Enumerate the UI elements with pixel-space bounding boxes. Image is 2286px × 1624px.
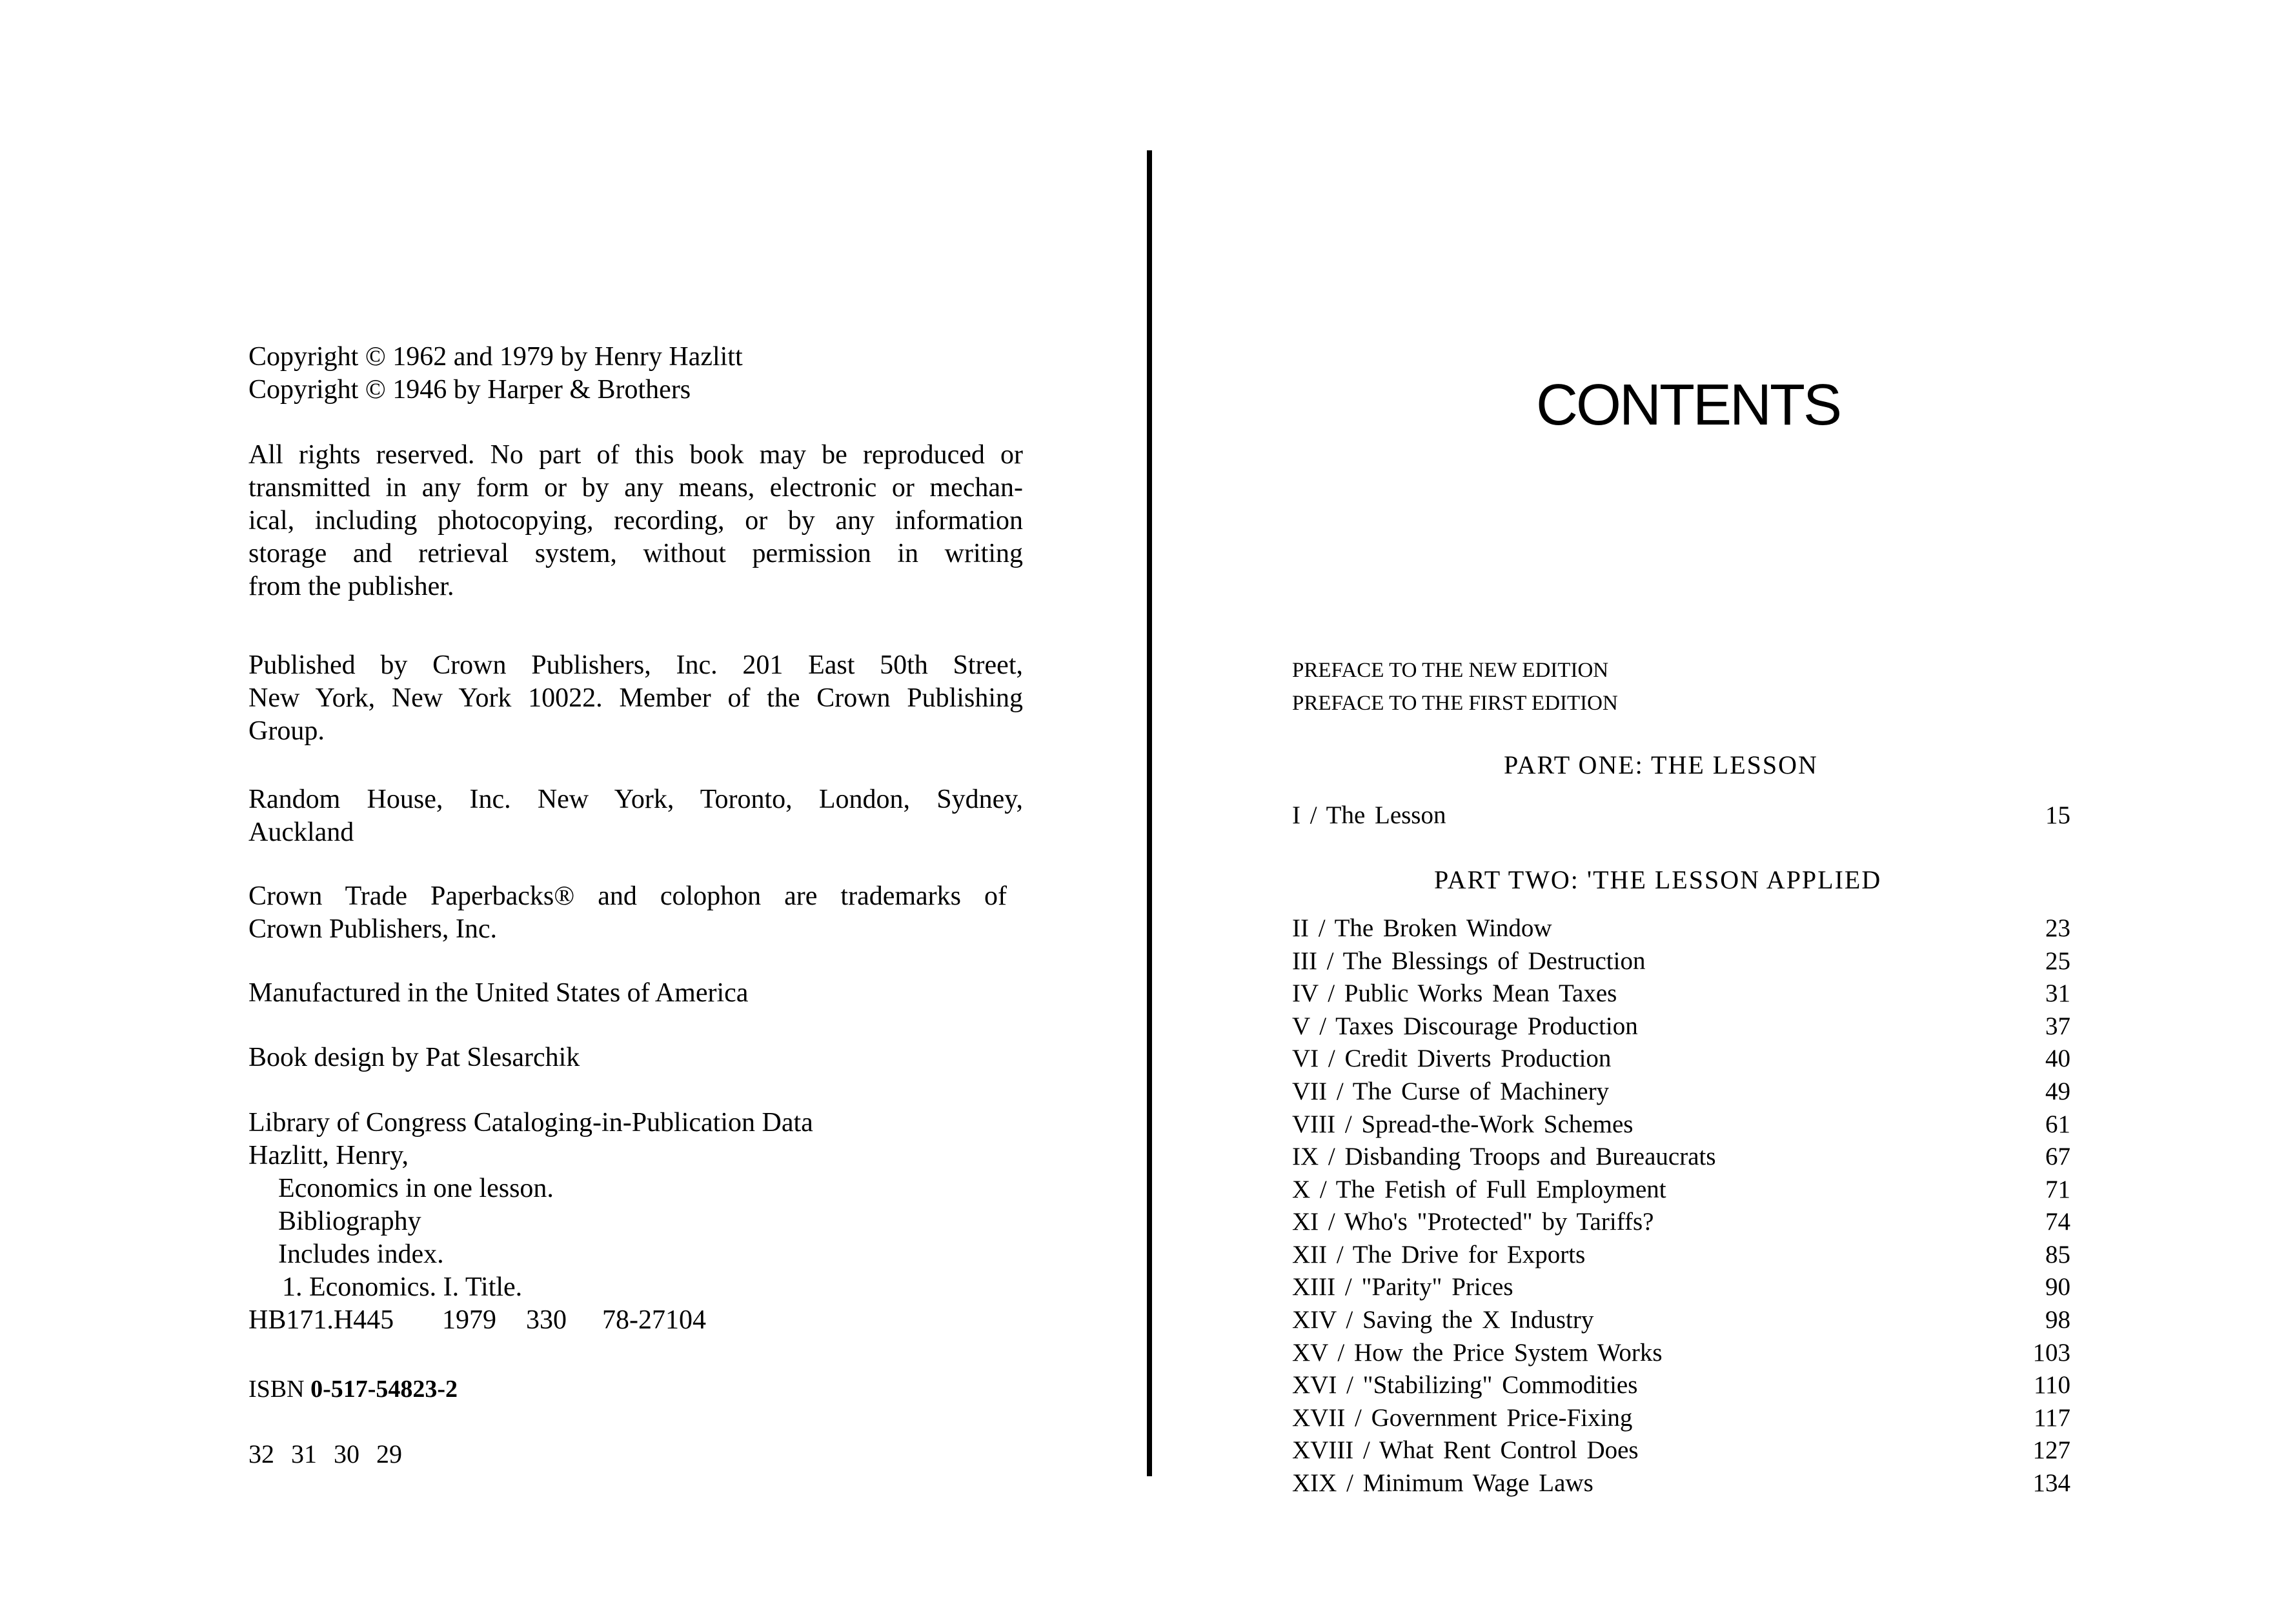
toc-entry [1292, 1205, 2070, 1238]
manufactured-line: Manufactured in the United States of America [248, 978, 749, 1008]
book-design-credit [248, 1041, 1023, 1074]
manufactured-notice [248, 977, 1023, 1010]
toc-entry-title: V / Taxes Discourage Production [1292, 1012, 1638, 1040]
toc-entry-page: 40 [2045, 1045, 2070, 1072]
toc-entry-page: 61 [2045, 1110, 2070, 1138]
toc-entry [1292, 1303, 2070, 1336]
contents-title: CONTENTS [1536, 373, 1840, 437]
rights-line: ical, including photocopying, recording, or by any information [248, 506, 1023, 536]
cip-call-number: HB171.H445 [248, 1305, 394, 1335]
copyright-line: Copyright © 1962 and 1979 by Henry Hazlitt [248, 342, 743, 372]
toc-entry-page: 25 [2045, 947, 2070, 975]
distributor-line: Auckland [248, 817, 354, 847]
toc-entry [1292, 1173, 2070, 1206]
printing-number: 30 [334, 1439, 359, 1469]
cip-lccn: 78-27104 [602, 1305, 706, 1335]
toc-entry-page: 15 [2045, 801, 2070, 829]
preface-list [1292, 654, 1618, 720]
toc-entry [1292, 1108, 2070, 1141]
cip-author: Hazlitt, Henry, [248, 1141, 409, 1170]
toc-entry-page: 110 [2033, 1371, 2070, 1399]
toc-entry [1292, 1238, 2070, 1271]
copyright-notice [248, 341, 1023, 406]
toc-entry-title: II / The Broken Window [1292, 914, 1552, 942]
trademark-line: Crown Publishers, Inc. [248, 914, 497, 944]
toc-entry-title: XI / Who's "Protected" by Tariffs? [1292, 1208, 1654, 1236]
part-one-heading: PART ONE: THE LESSON [1504, 750, 1818, 779]
toc-entry-title: XIII / "Parity" Prices [1292, 1273, 1513, 1301]
toc-entry-title: VII / The Curse of Machinery [1292, 1078, 1610, 1105]
toc-entry [1292, 1434, 2070, 1467]
trademark-notice [248, 880, 1007, 946]
printing-line [248, 1438, 419, 1470]
toc-entry-page: 103 [2032, 1339, 2070, 1367]
distributor-info [248, 783, 1023, 849]
cip-dewey: 330 [526, 1305, 567, 1335]
toc-entry-title: XIX / Minimum Wage Laws [1292, 1469, 1593, 1497]
isbn-label: ISBN [248, 1376, 305, 1403]
publisher-info [248, 649, 1023, 748]
toc-entry [1292, 1140, 2070, 1173]
toc-entry [1292, 1270, 2070, 1303]
toc-entry [1292, 1010, 2070, 1043]
book-design-line: Book design by Pat Slesarchik [248, 1043, 580, 1072]
toc-entry-title: XVI / "Stabilizing" Commodities [1292, 1371, 1638, 1399]
toc-entry-page: 98 [2045, 1306, 2070, 1334]
toc-entry-page: 85 [2045, 1241, 2070, 1268]
toc-entry-title: VI / Credit Diverts Production [1292, 1045, 1612, 1072]
rights-line: storage and retrieval system, without permission in writing [248, 539, 1023, 568]
toc-entry-title: I / The Lesson [1292, 801, 1446, 829]
distributor-line: Random House, Inc. New York, Toronto, London, Sydney, [248, 785, 1023, 814]
printing-number: 32 [248, 1439, 274, 1469]
trademark-line: Crown Trade Paperbacks® and colophon are trademarks of [248, 881, 1007, 911]
toc-entry-title: XIV / Saving the X Industry [1292, 1306, 1594, 1334]
toc-entry [1292, 945, 2070, 977]
page-divider [1147, 150, 1152, 1476]
toc-entry-page: 23 [2045, 914, 2070, 942]
preface-item: PREFACE TO THE NEW EDITION [1292, 659, 1609, 682]
toc-entry-page: 117 [2033, 1404, 2070, 1432]
publisher-line: Group. [248, 716, 325, 746]
toc-entry-title: XVIII / What Rent Control Does [1292, 1436, 1639, 1464]
rights-reserved-notice [248, 439, 1023, 603]
cip-year: 1979 [442, 1305, 496, 1335]
toc-entry-title: X / The Fetish of Full Employment [1292, 1176, 1666, 1203]
toc-entry-page: 71 [2045, 1176, 2070, 1203]
publisher-line: Published by Crown Publishers, Inc. 201 East 50th Street, [248, 650, 1023, 680]
cip-bibliography: Bibliography [278, 1207, 421, 1236]
toc-entry-title: XII / The Drive for Exports [1292, 1241, 1586, 1268]
cip-title: Economics in one lesson. [278, 1174, 554, 1203]
copyright-page [248, 341, 1023, 1469]
toc-entry-title: XV / How the Price System Works [1292, 1339, 1663, 1367]
cip-heading: Library of Congress Cataloging-in-Publication Data [248, 1108, 813, 1138]
toc-entry-page: 90 [2045, 1273, 2070, 1301]
toc-entry [1292, 1368, 2070, 1401]
part-two-heading: PART TWO: 'THE LESSON APPLIED [1434, 865, 1882, 894]
toc-entry [1292, 912, 2070, 945]
printing-number: 31 [291, 1439, 317, 1469]
copyright-line: Copyright © 1946 by Harper & Brothers [248, 375, 691, 405]
toc-entry [1292, 1042, 2070, 1075]
toc-entry [1292, 1075, 2070, 1108]
publisher-line: New York, New York 10022. Member of the Crown Publishing [248, 683, 1023, 713]
isbn [248, 1373, 458, 1406]
toc-entry-page: 127 [2032, 1436, 2070, 1464]
toc-entry-page: 37 [2045, 1012, 2070, 1040]
toc-entry-page: 74 [2045, 1208, 2070, 1236]
toc-entry [1292, 1467, 2070, 1499]
toc-entry-page: 49 [2045, 1078, 2070, 1105]
toc-entry [1292, 799, 2070, 832]
cip-subjects: 1. Economics. I. Title. [282, 1272, 523, 1302]
cip-data [248, 1107, 1023, 1337]
rights-line: All rights reserved. No part of this book may be reproduced or [248, 440, 1023, 470]
toc-entry-page: 134 [2032, 1469, 2070, 1497]
toc-entry [1292, 1401, 2070, 1434]
toc-entry-title: XVII / Government Price-Fixing [1292, 1404, 1633, 1432]
toc-entry-title: VIII / Spread-the-Work Schemes [1292, 1110, 1634, 1138]
toc-entry-title: III / The Blessings of Destruction [1292, 947, 1646, 975]
toc-entry-page: 67 [2045, 1143, 2070, 1170]
rights-line: from the publisher. [248, 572, 454, 601]
cip-index-note: Includes index. [278, 1239, 444, 1269]
toc-entry-title: IV / Public Works Mean Taxes [1292, 979, 1617, 1007]
toc-entry-page: 31 [2045, 979, 2070, 1007]
toc-entry-title: IX / Disbanding Troops and Bureaucrats [1292, 1143, 1716, 1170]
toc-entry [1292, 1336, 2070, 1369]
printing-number: 29 [376, 1439, 402, 1469]
cip-classification [248, 1304, 1023, 1337]
preface-item: PREFACE TO THE FIRST EDITION [1292, 692, 1618, 715]
toc-entry [1292, 977, 2070, 1010]
isbn-number: 0-517-54823-2 [310, 1376, 458, 1403]
rights-line: transmitted in any form or by any means, electronic or mechan- [248, 473, 1023, 503]
